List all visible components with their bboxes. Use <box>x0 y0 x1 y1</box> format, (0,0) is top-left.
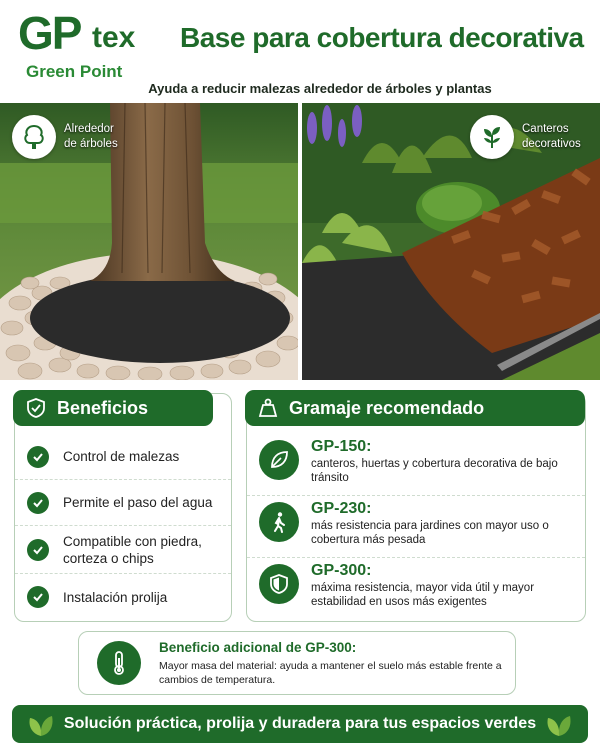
weight-code: GP-300: <box>311 562 372 579</box>
checkmark-icon <box>27 586 49 608</box>
weight-description: más resistencia para jardines con mayor uso o cobertura más pesada <box>311 520 549 546</box>
photo-row <box>0 103 600 380</box>
benefits-list <box>15 434 231 620</box>
weights-card <box>246 393 586 622</box>
plant-icon <box>470 115 514 159</box>
garden-bed-photo-label: Canteros decorativos <box>522 123 581 150</box>
weights-list <box>247 434 585 620</box>
logo-main: GP <box>18 7 81 59</box>
weight-description: máxima resistencia, mayor vida útil y mayor estabilidad en usos más exigentes <box>311 582 535 608</box>
leaves-icon <box>26 710 56 738</box>
tree-photo-label: Alrededor de árboles <box>64 123 118 150</box>
benefit-label: Permite el paso del agua <box>63 495 213 510</box>
weight-entry <box>311 562 585 609</box>
checkmark-icon <box>27 539 49 561</box>
extra-benefit-title: Beneficio adicional de GP-300: <box>159 640 357 655</box>
shield-icon <box>259 564 299 604</box>
walking-person-icon <box>259 502 299 542</box>
benefit-label: Instalación prolija <box>63 589 168 605</box>
weight-code: GP-150: <box>311 438 372 455</box>
list-item <box>247 558 585 620</box>
list-item <box>247 434 585 496</box>
weights-header <box>245 390 585 426</box>
weight-icon <box>257 397 279 419</box>
weight-code: GP-230: <box>311 500 372 517</box>
list-item <box>15 434 231 480</box>
benefits-card <box>14 393 232 622</box>
weight-entry <box>311 438 585 485</box>
benefit-label: Compatible con piedra, corteza o chips <box>63 533 202 566</box>
list-item <box>247 496 585 558</box>
checkmark-icon <box>27 492 49 514</box>
gptex-logo <box>18 8 168 86</box>
garden-bed-photo <box>302 103 600 380</box>
list-item <box>15 526 231 574</box>
weight-entry <box>311 500 585 547</box>
garden-bed-photo-badge <box>470 115 581 159</box>
benefits-header <box>13 390 213 426</box>
benefit-label: Control de malezas <box>63 449 180 464</box>
page-title: Base para cobertura decorativa <box>180 22 584 53</box>
tree-icon <box>12 115 56 159</box>
thermometer-icon <box>97 641 141 685</box>
tree-photo <box>0 103 298 380</box>
extra-benefit-box <box>78 631 516 695</box>
logo-suffix: tex <box>92 21 136 54</box>
header <box>0 0 600 100</box>
logo-subtitle: Green Point <box>26 62 123 81</box>
shield-check-icon <box>25 397 47 419</box>
extra-benefit-text: Mayor masa del material: ayuda a mantener el suelo más estable frente a cambios de temperatura. <box>159 660 502 686</box>
checkmark-icon <box>27 446 49 468</box>
footer-text: Solución práctica, prolija y duradera para tus espacios verdes <box>63 715 537 732</box>
list-item <box>15 574 231 620</box>
benefits-title: Beneficios <box>57 397 149 418</box>
weights-title: Gramaje recomendado <box>289 397 485 418</box>
page-subtitle: Ayuda a reducir malezas alrededor de árboles y plantas <box>148 81 492 96</box>
weight-description: canteros, huertas y cobertura decorativa de bajo tránsito <box>311 458 558 484</box>
list-item <box>15 480 231 526</box>
leaf-icon <box>259 440 299 480</box>
tree-photo-badge <box>12 115 118 159</box>
footer-banner <box>12 705 588 743</box>
leaves-icon <box>544 710 574 738</box>
